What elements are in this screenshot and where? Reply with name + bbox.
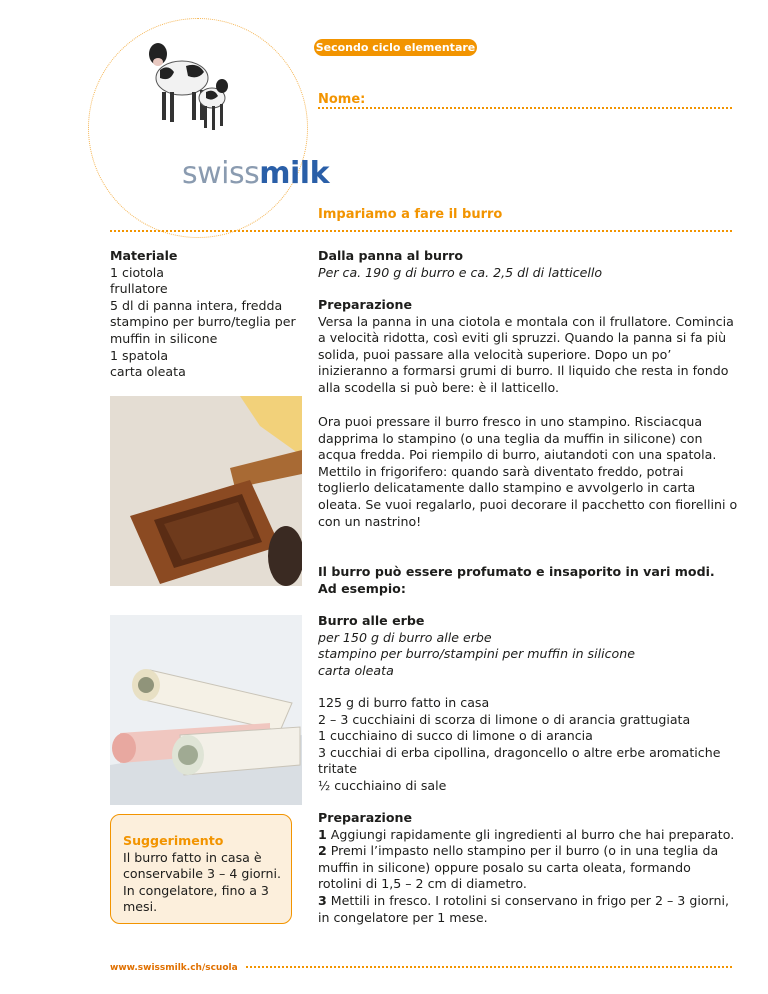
flavor-line-1: Il burro può essere profumato e insaporito in vari modi. [318,564,715,579]
flavor-line-2: Ad esempio: [318,580,406,596]
herb-line: stampino per burro/stampini per muffin in silicone [318,646,635,662]
name-label: Nome: [318,92,366,107]
ingredient-item: 1 cucchiaino di succo di limone o di arancia [318,728,593,744]
herb-line: carta oleata [318,662,394,678]
herb-title: Burro alle erbe [318,613,425,628]
materials-item: frullatore [110,281,168,297]
prep1-text: Versa la panna in una ciotola e montala con il frullatore. Comincia a velocità ridotta, così eviti gli spruzzi. Quando la panna si fa più solida, puoi passare alla velocità superiore. Dopo un po’ inizieranno a formarsi grumi di burro. Il liquido che resta in fondo alla scodella si può bere: è il latticello. [318,313,734,395]
materials-item: carta oleata [110,364,186,380]
prep3-step: 3 Mettili in fresco. I rotolini si conservano in frigo per 2 – 3 giorni, in congelatore per 1 mese. [318,892,729,925]
ingredients-list [318,695,738,795]
preparation-2 [318,414,738,530]
materials-item: 5 dl di panna intera, fredda [110,297,283,313]
intro-title: Dalla panna al burro [318,248,464,263]
footer-url[interactable]: www.swissmilk.ch/scuola [110,963,238,973]
ingredient-item: 125 g di burro fatto in casa [318,695,490,710]
herb-line: per 150 g di burro alle erbe [318,629,492,645]
preparation-1 [318,297,738,397]
prep3-step: 1 Aggiungi rapidamente gli ingredienti al burro che hai preparato. [318,826,735,842]
grade-badge: Secondo ciclo elementare [315,41,476,54]
materials-item: stampino per burro/teglia per muffin in silicone [110,314,296,346]
preparation-3 [318,810,738,926]
ingredient-item: ½ cucchiaino di sale [318,777,447,793]
herb-butter-block [318,613,738,679]
materials-item: 1 spatola [110,347,169,363]
tip-title: Suggerimento [123,833,224,848]
butter-mold-photo [110,396,302,586]
prep3-step: 2 Premi l’impasto nello stampino per il burro (o in una teglia da muffin in silicone) oppure posalo su carta oleata, formando rotolini di 1,5 – 2 cm di diametro. [318,843,719,892]
tip-box [110,814,292,924]
intro-subtitle: Per ca. 190 g di burro e ca. 2,5 dl di latticello [318,264,603,280]
name-line [318,107,732,109]
materials-title: Materiale [110,248,178,263]
flavor-intro [318,564,738,597]
header-divider [110,230,732,232]
materials-item: 1 ciotola [110,264,165,280]
ingredient-item: 2 – 3 cucchiaini di scorza di limone o di arancia grattugiata [318,711,691,727]
prep3-title: Preparazione [318,810,413,825]
intro-block [318,248,738,281]
tip-text: Il burro fatto in casa è conservabile 3 – 4 giorni. In congelatore, fino a 3 mesi. [123,849,281,915]
materials-block [110,248,305,381]
prep1-title: Preparazione [318,297,413,312]
prep2-text: Ora puoi pressare il burro fresco in uno stampino. Risciacqua dapprima lo stampino (o una teglia da muffin in silicone) con acqua fredda. Poi riempilo di burro, aiutandoti con una spatola. Mettilo in frigorifero: quando sarà diventato freddo, potrai toglierlo delicatamente dallo stampino e avvolgerlo in carta oleata. Se vuoi regalarlo, puoi decorare il pacchetto con fiorellini o con un nastrino! [318,414,738,529]
cows-image [140,32,240,142]
page-subtitle: Impariamo a fare il burro [318,207,503,222]
footer-divider [246,966,732,968]
swissmilk-logo: swissmilk [182,156,330,191]
herb-butter-photo [110,615,302,805]
ingredient-item: 3 cucchiai di erba cipollina, dragoncello o altre erbe aromatiche tritate [318,744,721,777]
